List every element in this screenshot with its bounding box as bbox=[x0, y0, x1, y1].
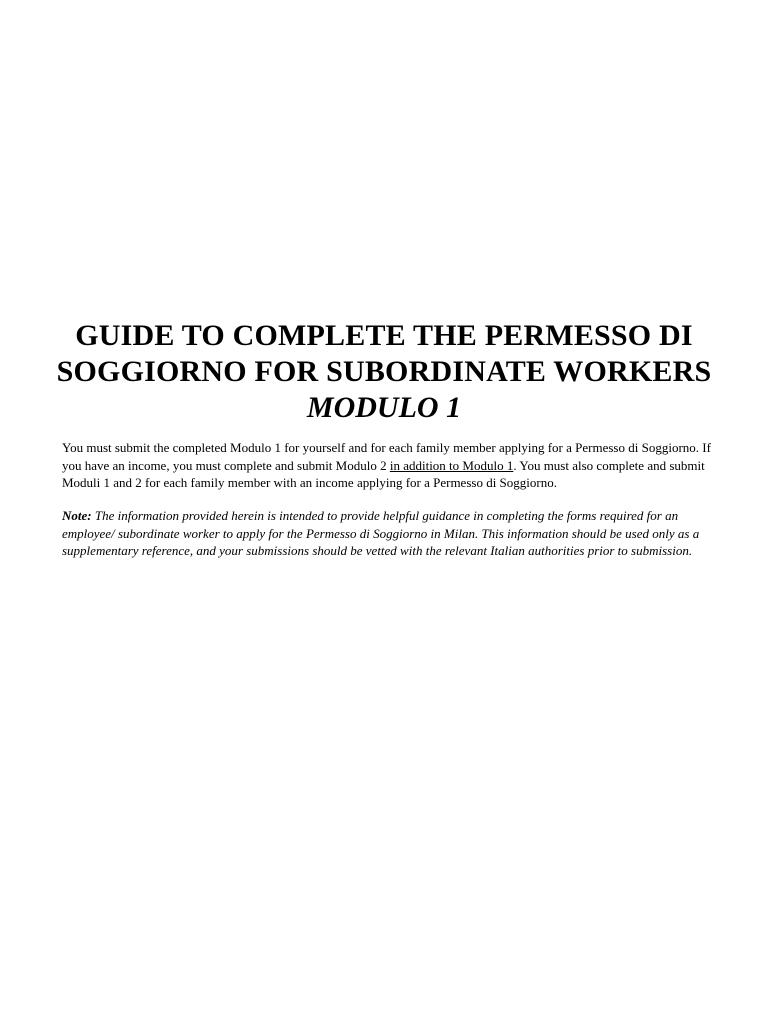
intro-text-part-1: You must submit the completed Modulo 1 for yourself and for each family member applying for a Permesso di Soggiorno. If you have an income, you must complete and submit Modulo 2 bbox=[62, 440, 711, 473]
document-title bbox=[40, 318, 728, 426]
intro-text-part-2: . You must also complete and submit Moduli 1 and 2 for each family member with an income applying for a Permesso di Soggiorno. bbox=[62, 457, 705, 490]
title-line-2: SOGGIORNO FOR SUBORDINATE WORKERS bbox=[56, 355, 712, 388]
title-line-1: GUIDE TO COMPLETE THE PERMESSO DI bbox=[75, 319, 693, 352]
intro-underlined-text: in addition to Modulo 1 bbox=[389, 457, 514, 473]
intro-paragraph bbox=[62, 439, 722, 492]
note-label: Note: bbox=[62, 508, 92, 523]
title-line-3: MODULO 1 bbox=[306, 391, 462, 424]
note-paragraph bbox=[62, 507, 722, 560]
note-text: The information provided herein is intended to provide helpful guidance in completing the forms required for an employee/ subordinate worker to apply for the Permesso di Soggiorno in Milan. This information should be used only as a supplementary reference, and your submissions should be vetted with the relevant Italian authorities prior to submission. bbox=[62, 508, 700, 558]
